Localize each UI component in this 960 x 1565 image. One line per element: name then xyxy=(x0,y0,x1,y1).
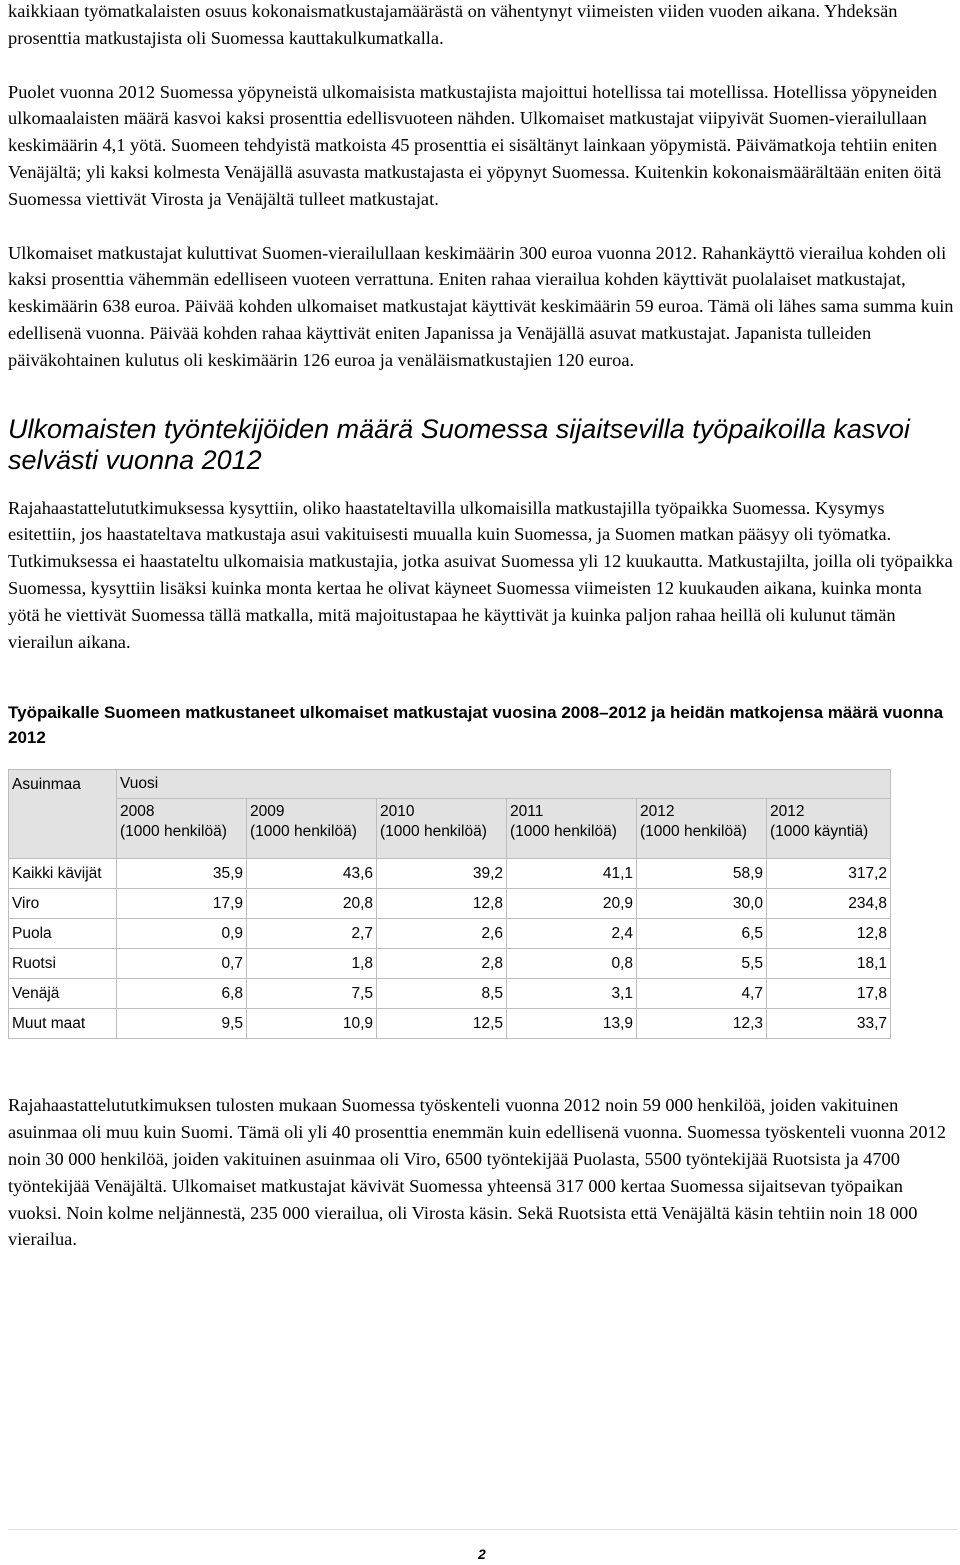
table-cell: 12,8 xyxy=(377,889,507,919)
column-header: 2009 (1000 henkilöä) xyxy=(247,799,377,859)
table-row xyxy=(9,889,891,919)
table-cell: 3,1 xyxy=(507,979,637,1009)
column-header: 2012 (1000 henkilöä) xyxy=(637,799,767,859)
table-cell: 2,4 xyxy=(507,919,637,949)
column-header: 2008 (1000 henkilöä) xyxy=(117,799,247,859)
table-subheader-row xyxy=(9,799,891,859)
table-cell: 13,9 xyxy=(507,1009,637,1039)
paragraph-survey-method: Rajahaastattelututkimuksessa kysyttiin, oliko haastateltavilla ulkomaisilla matkustajilla työpaikka Suomessa. Kysymys esitettiin, jos haastateltava matkustaja asui vakituisesti muualla kuin Suomessa, ja Suomen matkan pääsyy oli työmatka. Tutkimuksessa ei haastateltu ulkomaisia matkustajia, jotka asuivat Suomessa yli 12 kuukautta. Matkustajilta, joilla oli työpaikka Suomessa, kysyttiin lisäksi kuinka monta kertaa he olivat käyneet Suomessa viimeisten 12 kuukauden aikana, kuinka monta yötä he viettivät Suomessa tällä matkalla, mitä majoitustapaa he käyttivät ja kuinka paljon rahaa heillä oli kulunut tämän vierailun aikana. xyxy=(8,497,953,652)
table-row xyxy=(9,979,891,1009)
table-cell: 39,2 xyxy=(377,859,507,889)
table-cell: 10,9 xyxy=(247,1009,377,1039)
table-title: Työpaikalle Suomeen matkustaneet ulkomaiset matkustajat vuosina 2008–2012 ja heidän matkojensa määrä vuonna 2012 xyxy=(8,703,944,748)
column-header: 2011 (1000 henkilöä) xyxy=(507,799,637,859)
table-cell: 317,2 xyxy=(767,859,891,889)
corner-header: Asuinmaa xyxy=(9,770,117,859)
paragraph-spending: Ulkomaiset matkustajat kuluttivat Suomen-vierailullaan keskimäärin 300 euroa vuonna 2012. Rahankäyttö vierailua kohden oli kaksi prosenttia vähemmän edelliseen vuoteen verrattuna. Eniten rahaa vierailua kohden käyttivät puolalaiset matkustajat, keskimäärin 638 euroa. Päivää kohden ulkomaiset matkustajat käyttivät keskimäärin 59 euroa. Tämä oli lähes sama summa kuin edellisenä vuonna. Päivää kohden rahaa käyttivät eniten Japanissa ja Venäjällä asuvat matkustajat. Japanista tulleiden päiväkohtainen kulutus oli keskimäärin 126 euroa ja venäläismatkustajien 120 euroa. xyxy=(8,242,954,370)
workers-table xyxy=(8,769,891,1039)
table-cell: 17,9 xyxy=(117,889,247,919)
paragraph-accommodation: Puolet vuonna 2012 Suomessa yöpyneistä ulkomaisista matkustajista majoittui hotellissa tai motellissa. Hotellissa yöpyneiden ulkomaalaisten määrä kasvoi kaksi prosenttia edellisvuoteen nähden. Ulkomaiset matkustajat viipyivät Suomen-vierailullaan keskimäärin 4,1 yötä. Suomeen tehdyistä matkoista 45 prosenttia ei sisältänyt lainkaan yöpymistä. Päivämatkoja tehtiin eniten Venäjältä; yli kaksi kolmesta Venäjällä asuvasta matkustajasta ei yöpynyt Suomessa. Kuitenkin kokonaismäärältään eniten öitä Suomessa viettivät Virosta ja Venäjältä tulleet matkustajat. xyxy=(8,81,942,209)
table-cell: 234,8 xyxy=(767,889,891,919)
table-row xyxy=(9,949,891,979)
table-row xyxy=(9,1009,891,1039)
table-cell: 0,7 xyxy=(117,949,247,979)
group-header: Vuosi xyxy=(117,770,891,799)
table-cell: 7,5 xyxy=(247,979,377,1009)
table-cell: 12,8 xyxy=(767,919,891,949)
table-cell: 6,8 xyxy=(117,979,247,1009)
section-heading: Ulkomaisten työntekijöiden määrä Suomessa sijaitsevilla työpaikoilla kasvoi selvästi vuonna 2012 xyxy=(8,413,910,475)
column-header: 2010 (1000 henkilöä) xyxy=(377,799,507,859)
table-cell: 58,9 xyxy=(637,859,767,889)
table-cell: 0,8 xyxy=(507,949,637,979)
table-row xyxy=(9,859,891,889)
column-header: 2012 (1000 käyntiä) xyxy=(767,799,891,859)
document-page xyxy=(8,0,956,1253)
table-cell: 6,5 xyxy=(637,919,767,949)
table-cell: 2,6 xyxy=(377,919,507,949)
table-header-row xyxy=(9,770,891,799)
table-cell: 5,5 xyxy=(637,949,767,979)
table-cell: 2,7 xyxy=(247,919,377,949)
table-cell: 9,5 xyxy=(117,1009,247,1039)
page-number: 2 xyxy=(478,1546,486,1562)
row-label: Puola xyxy=(9,919,117,949)
row-label: Ruotsi xyxy=(9,949,117,979)
table-cell: 20,8 xyxy=(247,889,377,919)
table-cell: 41,1 xyxy=(507,859,637,889)
table-cell: 2,8 xyxy=(377,949,507,979)
table-cell: 1,8 xyxy=(247,949,377,979)
table-cell: 12,5 xyxy=(377,1009,507,1039)
table-cell: 4,7 xyxy=(637,979,767,1009)
table-cell: 8,5 xyxy=(377,979,507,1009)
table-row xyxy=(9,919,891,949)
table-cell: 33,7 xyxy=(767,1009,891,1039)
table-cell: 12,3 xyxy=(637,1009,767,1039)
table-cell: 35,9 xyxy=(117,859,247,889)
row-label: Muut maat xyxy=(9,1009,117,1039)
row-label: Kaikki kävijät xyxy=(9,859,117,889)
table-cell: 18,1 xyxy=(767,949,891,979)
table-cell: 43,6 xyxy=(247,859,377,889)
table-cell: 17,8 xyxy=(767,979,891,1009)
row-label: Viro xyxy=(9,889,117,919)
paragraph-results: Rajahaastattelututkimuksen tulosten mukaan Suomessa työskenteli vuonna 2012 noin 59 000 henkilöä, joiden vakituinen asuinmaa oli muu kuin Suomi. Tämä oli yli 40 prosenttia enemmän kuin edellisenä vuonna. Suomessa työskenteli vuonna 2012 noin 30 000 henkilöä, joiden vakituinen asuinmaa oli Viro, 6500 työntekijää Puolasta, 5500 työntekijää Ruotsista ja 4700 työntekijää Venäjältä. Ulkomaiset matkustajat kävivät Suomessa yhteensä 317 000 kertaa Suomessa sijaitsevan työpaikan vuoksi. Noin kolme neljännestä, 235 000 vierailua, oli Virosta käsin. Sekä Ruotsista että Venäjältä käsin tehtiin noin 18 000 vierailua. xyxy=(8,1095,946,1250)
row-label: Venäjä xyxy=(9,979,117,1009)
table-cell: 0,9 xyxy=(117,919,247,949)
table-cell: 30,0 xyxy=(637,889,767,919)
footer-divider xyxy=(8,1529,958,1530)
table-cell: 20,9 xyxy=(507,889,637,919)
paragraph-transit: kaikkiaan työmatkalaisten osuus kokonaismatkustajamäärästä on vähentynyt viimeisten viiden vuoden aikana. Yhdeksän prosenttia matkustajista oli Suomessa kauttakulkumatkalla. xyxy=(8,1,898,48)
